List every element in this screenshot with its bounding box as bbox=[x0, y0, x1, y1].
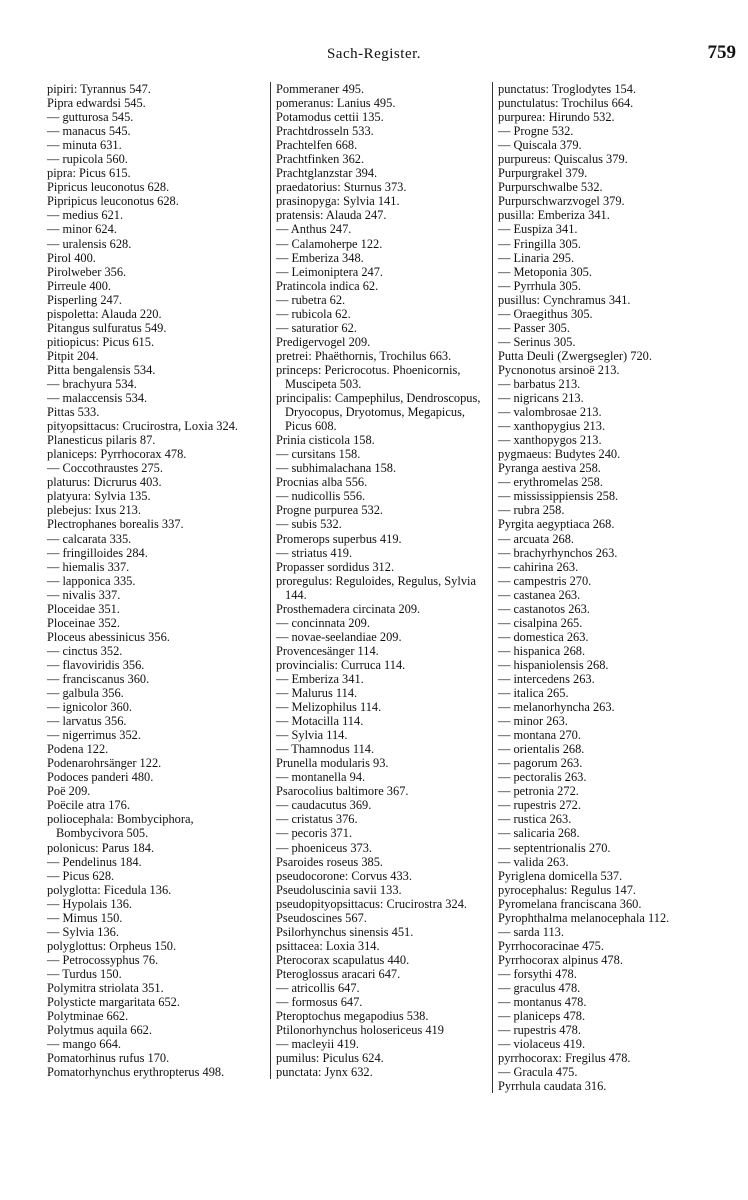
index-entry: — nudicollis 556. bbox=[276, 489, 366, 504]
index-entry: plebejus: Ixus 213. bbox=[47, 503, 141, 518]
index-entry: — Calamoherpe 122. bbox=[276, 236, 383, 251]
index-entry: punctulatus: Trochilus 664. bbox=[498, 96, 634, 111]
index-entry: — castanotos 263. bbox=[498, 601, 590, 616]
index-entry: — uralensis 628. bbox=[47, 236, 132, 251]
index-entry: pygmaeus: Budytes 240. bbox=[498, 447, 621, 462]
index-entry: — forsythi 478. bbox=[498, 966, 577, 981]
index-entry: Pyranga aestiva 258. bbox=[498, 461, 601, 476]
index-entry: — Gracula 475. bbox=[498, 1065, 578, 1080]
index-entry: — Linaria 295. bbox=[498, 250, 575, 265]
index-entry: Pteroglossus aracari 647. bbox=[276, 966, 401, 981]
index-entry: — calcarata 335. bbox=[47, 531, 132, 546]
index-entry: — Thamnodus 114. bbox=[276, 742, 375, 757]
index-entry: — rupicola 560. bbox=[47, 152, 128, 167]
index-entry: — franciscanus 360. bbox=[47, 671, 150, 686]
index-entry: — brachyrhynchos 263. bbox=[498, 545, 618, 560]
index-entry: — phoeniceus 373. bbox=[276, 840, 373, 855]
index-entry: — larvatus 356. bbox=[47, 714, 127, 729]
index-entry: Prinia cisticola 158. bbox=[276, 433, 375, 448]
index-entry: Pseudoscines 567. bbox=[276, 910, 367, 925]
index-entry: — Passer 305. bbox=[498, 320, 570, 335]
index-entry: — manacus 545. bbox=[47, 124, 131, 139]
index-entry: — Leimoniptera 247. bbox=[276, 264, 384, 279]
index-entry: — macleyii 419. bbox=[276, 1037, 359, 1052]
index-entry: — Hypolais 136. bbox=[47, 896, 133, 911]
index-entry: — rustica 263. bbox=[498, 812, 572, 827]
index-entry: Ploceidae 351. bbox=[47, 601, 120, 616]
index-entry: — Motacilla 114. bbox=[276, 714, 364, 729]
index-entry: pusillus: Cynchramus 341. bbox=[498, 292, 631, 307]
index-entry: — atricollis 647. bbox=[276, 981, 360, 995]
index-entry: Pitpit 204. bbox=[47, 348, 99, 363]
index-entry: — rupestris 272. bbox=[498, 798, 581, 813]
index-entry: Pyrrhocorax alpinus 478. bbox=[498, 952, 623, 967]
index-entry: — cristatus 376. bbox=[276, 812, 358, 827]
index-entry: — campestris 270. bbox=[498, 573, 592, 588]
index-entry: — montanus 478. bbox=[498, 995, 587, 1010]
index-entry: Poë 209. bbox=[47, 784, 91, 799]
index-entry: pispoletta: Alauda 220. bbox=[47, 306, 162, 321]
index-entry: — barbatus 213. bbox=[498, 376, 581, 391]
index-entry: punctatus: Troglodytes 154. bbox=[498, 82, 637, 96]
index-entry: Procnias alba 556. bbox=[276, 475, 368, 490]
index-entry: — Emberiza 348. bbox=[276, 250, 364, 265]
index-entry: — Sylvia 114. bbox=[276, 728, 348, 743]
index-entry: — Oraegithus 305. bbox=[498, 306, 593, 321]
index-entry: — castanea 263. bbox=[498, 587, 581, 602]
index-entry: Planesticus pilaris 87. bbox=[47, 433, 156, 448]
index-entry: — hispaniolensis 268. bbox=[498, 657, 609, 672]
index-entry: — nigerrimus 352. bbox=[47, 728, 141, 743]
index-entry: Prachtfinken 362. bbox=[276, 152, 365, 167]
index-entry: — mississippiensis 258. bbox=[498, 489, 619, 504]
index-entry: — rubetra 62. bbox=[276, 292, 346, 307]
index-entry: Pycnonotus arsinoë 213. bbox=[498, 362, 620, 377]
index-entry: — pagorum 263. bbox=[498, 756, 583, 771]
index-entry: Purpurschwalbe 532. bbox=[498, 180, 603, 195]
index-entry: — cisalpina 265. bbox=[498, 615, 583, 630]
index-entry: praedatorius: Sturnus 373. bbox=[276, 180, 407, 195]
index-entry: Prachtelfen 668. bbox=[276, 138, 358, 153]
index-entry: Pteroptochus megapodius 538. bbox=[276, 1009, 429, 1024]
index-entry: Podena 122. bbox=[47, 742, 109, 757]
index-entry: Promerops superbus 419. bbox=[276, 531, 402, 546]
index-entry: Putta Deuli (Zwergsegler) 720. bbox=[498, 348, 652, 363]
index-entry: pratensis: Alauda 247. bbox=[276, 208, 387, 223]
index-entry: — rubicola 62. bbox=[276, 306, 351, 321]
index-entry: — rubra 258. bbox=[498, 503, 565, 518]
index-entry: Propasser sordidus 312. bbox=[276, 559, 395, 574]
index-entry: — Metoponia 305. bbox=[498, 264, 592, 279]
index-entry: — valida 263. bbox=[498, 854, 569, 869]
index-entry: — cahirina 263. bbox=[498, 559, 579, 574]
index-entry: proregulus: Reguloides, Regulus, Sylvia 144. bbox=[276, 573, 476, 602]
index-entry: — ignicolor 360. bbox=[47, 700, 133, 715]
index-entry: Pirol 400. bbox=[47, 250, 96, 265]
index-entry: Pomatorhinus rufus 170. bbox=[47, 1051, 170, 1066]
index-entry: — flavoviridis 356. bbox=[47, 657, 145, 672]
index-entry: — mango 664. bbox=[47, 1037, 121, 1052]
index-entry: — pectoralis 263. bbox=[498, 770, 587, 785]
index-entry: — Mimus 150. bbox=[47, 910, 123, 925]
index-entry: — gutturosa 545. bbox=[47, 110, 134, 125]
index-entry: pipiri: Tyrannus 547. bbox=[47, 82, 151, 96]
index-entry: pyrrhocorax: Fregilus 478. bbox=[498, 1051, 631, 1066]
index-entry: Prachtglanzstar 394. bbox=[276, 166, 378, 181]
index-entry: princeps: Pericrocotus. Phoenicornis, Muscipeta 503. bbox=[276, 362, 461, 391]
index-entry: — petronia 272. bbox=[498, 784, 579, 799]
index-entry: punctata: Jynx 632. bbox=[276, 1065, 373, 1080]
index-entry: Pyromelana franciscana 360. bbox=[498, 896, 642, 911]
index-entry: — Petrocossyphus 76. bbox=[47, 952, 159, 967]
index-entry: Pisperling 247. bbox=[47, 292, 123, 307]
index-entry: psittacea: Loxia 314. bbox=[276, 938, 380, 953]
index-entry: principalis: Campephilus, Dendroscopus, Dryocopus, Dryotomus, Megapicus, Picus 608. bbox=[276, 391, 481, 434]
index-entry: platyura: Sylvia 135. bbox=[47, 489, 151, 504]
index-entry: pseudopityopsittacus: Crucirostra 324. bbox=[276, 896, 467, 911]
index-entry: — arcuata 268. bbox=[498, 531, 575, 546]
index-entry: Pomatorhynchus erythropterus 498. bbox=[47, 1065, 225, 1080]
index-entry: Prosthemadera circinata 209. bbox=[276, 601, 421, 616]
index-entry: — Euspiza 341. bbox=[498, 222, 578, 237]
index-entry: Polysticte margaritata 652. bbox=[47, 995, 180, 1010]
index-entry: Purpurschwarzvogel 379. bbox=[498, 194, 625, 209]
index-entry: Pipripicus leuconotus 628. bbox=[47, 194, 179, 209]
index-entry: — minor 263. bbox=[498, 714, 568, 729]
index-column-3 bbox=[492, 82, 723, 1093]
index-entry: Poëcile atra 176. bbox=[47, 798, 130, 813]
index-entry: — cinctus 352. bbox=[47, 643, 123, 658]
index-entry: — Turdus 150. bbox=[47, 966, 122, 981]
index-entry: Pittas 533. bbox=[47, 405, 100, 420]
index-entry: — valombrosae 213. bbox=[498, 405, 602, 420]
index-entry: Pyrgita aegyptiaca 268. bbox=[498, 517, 615, 532]
index-entry: Predigervogel 209. bbox=[276, 334, 371, 349]
index-entry: — Emberiza 341. bbox=[276, 671, 364, 686]
index-entry: — Picus 628. bbox=[47, 868, 115, 883]
index-entry: — Anthus 247. bbox=[276, 222, 352, 237]
index-entry: pityopsittacus: Crucirostra, Loxia 324. bbox=[47, 419, 238, 434]
index-entry: pretrei: Phaëthornis, Trochilus 663. bbox=[276, 348, 452, 363]
index-entry: — cursitans 158. bbox=[276, 447, 361, 462]
index-entry: Pterocorax scapulatus 440. bbox=[276, 952, 410, 967]
index-entry: — Pendelinus 184. bbox=[47, 854, 142, 869]
index-entry: — minuta 631. bbox=[47, 138, 122, 153]
index-entry: pumilus: Piculus 624. bbox=[276, 1051, 384, 1066]
index-entry: Pipricus leuconotus 628. bbox=[47, 180, 170, 195]
index-entry: Pitta bengalensis 534. bbox=[47, 362, 156, 377]
index-entry: — novae-seelandiae 209. bbox=[276, 629, 402, 644]
index-entry: Plectrophanes borealis 337. bbox=[47, 517, 184, 532]
index-entry: — concinnata 209. bbox=[276, 615, 370, 630]
index-entry: — planiceps 478. bbox=[498, 1009, 586, 1024]
index-entry: Ploceinae 352. bbox=[47, 615, 120, 630]
index-entry: — hiemalis 337. bbox=[47, 559, 130, 574]
index-entry: Pyriglena domicella 537. bbox=[498, 868, 623, 883]
index-entry: — saturatior 62. bbox=[276, 320, 357, 335]
index-entry: Pirreule 400. bbox=[47, 278, 112, 293]
index-entry: Progne purpurea 532. bbox=[276, 503, 384, 518]
index-entry: — italica 265. bbox=[498, 686, 569, 701]
index-entry: Prunella modularis 93. bbox=[276, 756, 389, 771]
index-entry: poliocephala: Bombyciphora, Bombycivora 505. bbox=[47, 812, 194, 841]
index-entry: — Progne 532. bbox=[498, 124, 574, 139]
page-header bbox=[0, 42, 748, 70]
index-entry: Ploceus abessinicus 356. bbox=[47, 629, 170, 644]
index-entry: pipra: Picus 615. bbox=[47, 166, 131, 181]
index-entry: — xanthopygius 213. bbox=[498, 419, 606, 434]
index-entry: Provencesänger 114. bbox=[276, 643, 379, 658]
index-entry: pusilla: Emberiza 341. bbox=[498, 208, 610, 223]
index-entry: — erythromelas 258. bbox=[498, 475, 603, 490]
index-entry: Pyrrhula caudata 316. bbox=[498, 1079, 607, 1094]
index-entry: — striatus 419. bbox=[276, 545, 353, 560]
index-entry: Psarocolius baltimore 367. bbox=[276, 784, 409, 799]
index-entry: Podenarohrsänger 122. bbox=[47, 756, 162, 771]
index-entry: pomeranus: Lanius 495. bbox=[276, 96, 396, 111]
index-entry: — orientalis 268. bbox=[498, 742, 585, 757]
index-entry: — domestica 263. bbox=[498, 629, 589, 644]
index-entry: — melanorhyncha 263. bbox=[498, 700, 615, 715]
index-entry: Pitangus sulfuratus 549. bbox=[47, 320, 167, 335]
running-title: Sach-Register. bbox=[326, 46, 422, 62]
index-entry: planiceps: Pyrrhocorax 478. bbox=[47, 447, 187, 462]
page-number: 759 bbox=[707, 42, 736, 63]
index-entry: Ptilonorhynchus holosericeus 419 bbox=[276, 1023, 444, 1038]
index-entry: polyglotta: Ficedula 136. bbox=[47, 882, 172, 897]
index-entry: Pyrrhocoracinae 475. bbox=[498, 938, 604, 953]
index-entry: — nigricans 213. bbox=[498, 391, 584, 406]
index-column-2 bbox=[270, 82, 493, 1079]
index-entry: — lapponica 335. bbox=[47, 573, 136, 588]
index-entry: Psaroides roseus 385. bbox=[276, 854, 384, 869]
index-entry: Polytmus aquila 662. bbox=[47, 1023, 152, 1038]
index-entry: — malaccensis 534. bbox=[47, 391, 148, 406]
index-entry: Psilorhynchus sinensis 451. bbox=[276, 924, 414, 939]
index-entry: Pyrophthalma melanocephala 112. bbox=[498, 910, 670, 925]
index-entry: — nivalis 337. bbox=[47, 587, 121, 602]
index-entry: prasinopyga: Sylvia 141. bbox=[276, 194, 400, 209]
index-entry: — montanella 94. bbox=[276, 770, 366, 785]
index-entry: polyglottus: Orpheus 150. bbox=[47, 938, 177, 953]
index-entry: — graculus 478. bbox=[498, 981, 581, 995]
index-entry: Pommeraner 495. bbox=[276, 82, 365, 96]
index-entry: — pecoris 371. bbox=[276, 826, 353, 841]
index-entry: purpureus: Quiscalus 379. bbox=[498, 152, 628, 167]
index-entry: — Pyrrhula 305. bbox=[498, 278, 581, 293]
index-entry: — fringilloides 284. bbox=[47, 545, 148, 560]
index-entry: polonicus: Parus 184. bbox=[47, 840, 155, 855]
index-entry: Pipra edwardsi 545. bbox=[47, 96, 146, 111]
index-entry: pitiopicus: Picus 615. bbox=[47, 334, 155, 349]
index-entry: — violaceus 419. bbox=[498, 1037, 586, 1052]
index-entry: — subis 532. bbox=[276, 517, 342, 532]
index-entry: Potamodus cettii 135. bbox=[276, 110, 384, 125]
index-entry: — brachyura 534. bbox=[47, 376, 137, 391]
index-entry: — Coccothraustes 275. bbox=[47, 461, 163, 476]
index-entry: Purpurgrakel 379. bbox=[498, 166, 588, 181]
index-entry: — Malurus 114. bbox=[276, 686, 358, 701]
index-entry: — Quiscala 379. bbox=[498, 138, 582, 153]
index-entry: — salicaria 268. bbox=[498, 826, 580, 841]
index-entry: — Fringilla 305. bbox=[498, 236, 581, 251]
index-entry: Polytminae 662. bbox=[47, 1009, 129, 1024]
index-column-1 bbox=[47, 82, 260, 1079]
index-entry: — xanthopygos 213. bbox=[498, 433, 602, 448]
index-entry: Pratincola indica 62. bbox=[276, 278, 379, 293]
index-entry: — hispanica 268. bbox=[498, 643, 586, 658]
index-entry: — formosus 647. bbox=[276, 995, 363, 1010]
index-entry: Pseudoluscinia savii 133. bbox=[276, 882, 402, 897]
index-entry: — intercedens 263. bbox=[498, 671, 595, 686]
index-entry: pyrocephalus: Regulus 147. bbox=[498, 882, 636, 897]
index-entry: — Serinus 305. bbox=[498, 334, 576, 349]
index-entry: — caudacutus 369. bbox=[276, 798, 372, 813]
index-entry: — subhimalachana 158. bbox=[276, 461, 397, 476]
index-entry: — septentrionalis 270. bbox=[498, 840, 611, 855]
index-entry: — Melizophilus 114. bbox=[276, 700, 382, 715]
index-entry: Pirolweber 356. bbox=[47, 264, 127, 279]
index-entry: — rupestris 478. bbox=[498, 1023, 581, 1038]
index-entry: — sarda 113. bbox=[498, 924, 564, 939]
index-entry: — minor 624. bbox=[47, 222, 117, 237]
index-entry: — medius 621. bbox=[47, 208, 124, 223]
index-entry: purpurea: Hirundo 532. bbox=[498, 110, 615, 125]
index-entry: Polymitra striolata 351. bbox=[47, 981, 164, 995]
index-entry: — Sylvia 136. bbox=[47, 924, 119, 939]
index-entry: platurus: Dicrurus 403. bbox=[47, 475, 162, 490]
index-entry: — montana 270. bbox=[498, 728, 581, 743]
index-entry: Prachtdrosseln 533. bbox=[276, 124, 374, 139]
index-entry: — galbula 356. bbox=[47, 686, 124, 701]
index-entry: pseudocorone: Corvus 433. bbox=[276, 868, 412, 883]
index-entry: Podoces panderi 480. bbox=[47, 770, 154, 785]
index-entry: provincialis: Curruca 114. bbox=[276, 657, 406, 672]
